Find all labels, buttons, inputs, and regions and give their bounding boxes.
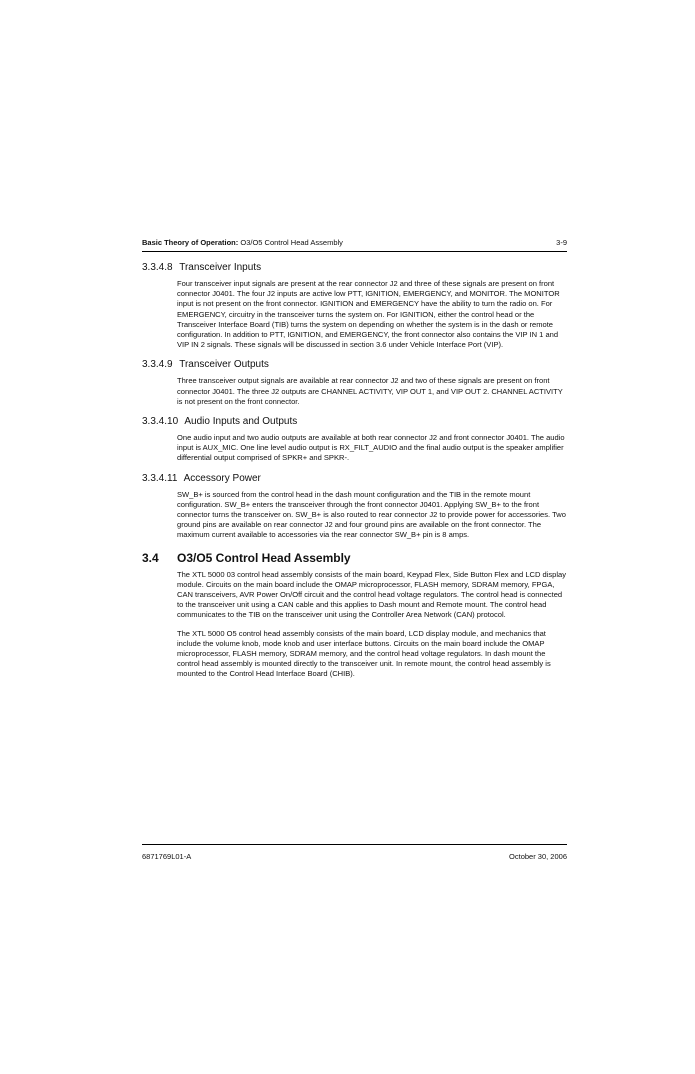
page-body [142, 261, 567, 688]
paragraph: The XTL 5000 O5 control head assembly consists of the main board, LCD display module, and mechanics that include the volume knob, mode knob and user interface buttons. Circuits on the main board include the OMAP microprocessor, FLASH memory, SDRAM memory, and the control head voltage regulators. In dash mount the control head assembly is mounted directly to the transceiver unit. In remote mount, the control head assembly is mounted to the Control Head Interface Board (CHIB). [177, 628, 551, 679]
page-number: 3-9 [556, 238, 567, 247]
header-title [142, 237, 343, 248]
subsection-heading [142, 358, 567, 371]
subsection-title: Transceiver Inputs [179, 262, 262, 273]
section-heading [142, 551, 567, 566]
subsection-number: 3.3.4.11 [142, 472, 178, 484]
section-number: 3.4 [142, 550, 159, 565]
subsection-title: Audio Inputs and Outputs [184, 416, 298, 428]
subsection-heading [142, 415, 567, 428]
paragraph: SW_B+ is sourced from the control head in the dash mount configuration and the TIB in the remote mount configuration. SW_B+ enters the transceiver through the front connector J0401. Applying SW_B+ to the front connector turns the transceiver on. SW_B+ is also routed to rear connector J2 to provide power for accessories. Two ground pins are available on rear connector J2 and four ground pins are available on the front connector. The maximum current available to accessories via the rear connector SW_B+ pin is 8 amps. [177, 489, 566, 540]
page-footer [142, 844, 567, 861]
header-title-bold: Basic Theory of Operation: [142, 238, 239, 247]
paragraph: Four transceiver input signals are present at the rear connector J2 and three of these signals are present on front connector J0401. The four J2 inputs are active low PTT, IGNITION, EMERGENCY, and MONITOR. The MONITOR input is not present on the front connector. IGNITION and EMERGENCY have the ability to turn the radio on. For EMERGENCY, circuitry in the transceiver turns the system on. For IGNITION, either the control head or the Transceiver Interface Board (TIB) turns the system on depending on whether the system is in the dash or remote configuration. In addition to PTT, IGNITION, and EMERGENCY, the front connector also contains the VIP IN 1 and VIP IN 2 signals. These signals will be discussed in section 3.6 under Vehicle Interface Port (VIP). [177, 279, 560, 350]
paragraph: One audio input and two audio outputs are available at both rear connector J2 and front connector J0401. The audio input is AUX_MIC. One line level audio output is RX_FILT_AUDIO and the final audio output is the speaker amplifier differential output comprised of SPKR+ and SPKR-. [177, 433, 565, 463]
subsection-number: 3.3.4.9 [142, 359, 173, 371]
subsection-title: Accessory Power [183, 472, 261, 484]
header-title-rest: O3/O5 Control Head Assembly [238, 238, 343, 247]
page-header [142, 237, 567, 252]
document-number: 6871769L01-A [142, 852, 192, 861]
subsection-heading [142, 261, 567, 274]
subsection-heading [142, 472, 567, 485]
paragraph: Three transceiver output signals are available at rear connector J2 and two of these signals are present on front connector J0401. The three J2 outputs are CHANNEL ACTIVITY, VIP OUT 1, and VIP OUT 2. CHANNEL ACTIVITY is not present on the front connector. [177, 376, 563, 406]
subsection-title: Transceiver Outputs [179, 359, 269, 371]
publication-date: October 30, 2006 [509, 852, 567, 861]
paragraph: The XTL 5000 03 control head assembly consists of the main board, Keypad Flex, Side Button Flex and LCD display module. Circuits on the main board include the OMAP microprocessor, FLASH memory, SDRAM memory, FPGA, CAN transceivers, AVR Power On/Off circuit and the control head voltage regulators. The control head is connected to the transceiver unit using a CAN cable and this applies to Dash mount and Remote mount. The control head communicates to the TIB on the transceiver unit using the Controller Area Network (CAN) protocol. [177, 569, 567, 620]
subsection-number: 3.3.4.8 [142, 262, 173, 273]
subsection-number: 3.3.4.10 [142, 416, 179, 428]
section-title: O3/O5 Control Head Assembly [177, 550, 351, 565]
